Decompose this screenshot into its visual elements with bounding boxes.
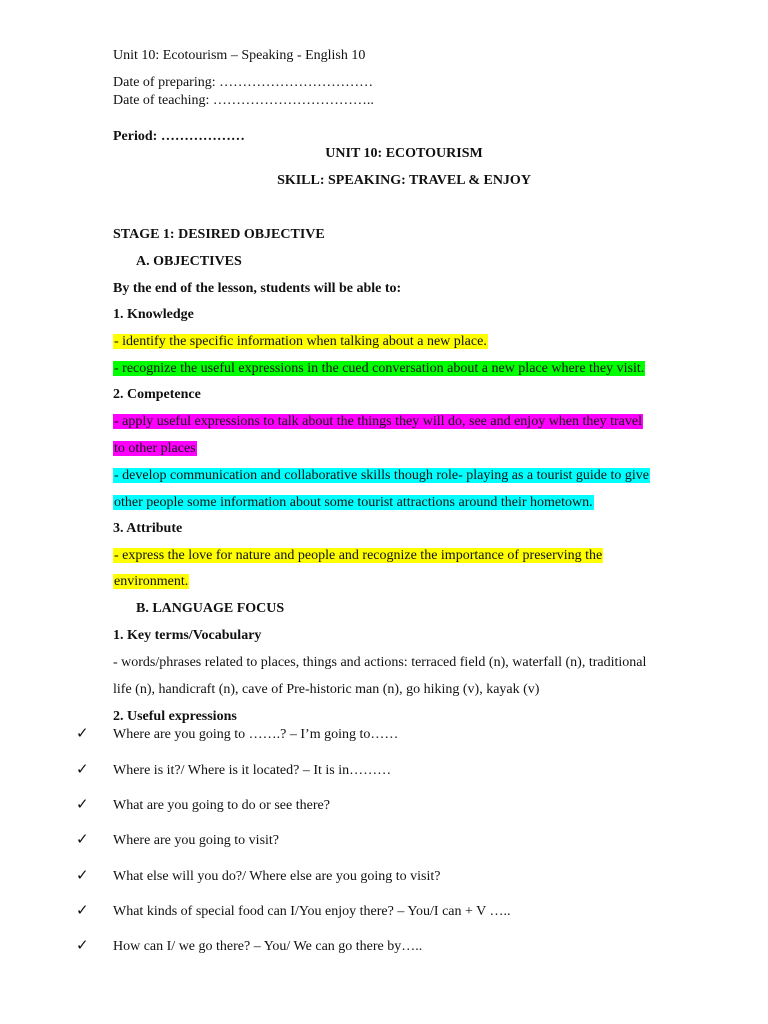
check-icon: ✓ (76, 936, 89, 954)
expression-item: Where is it?/ Where is it located? – It is in……… (113, 763, 392, 778)
date-preparing: Date of preparing: …………………………… (113, 75, 374, 90)
expression-item: Where are you going to …….? – I’m going to…… (113, 727, 399, 742)
date-teaching: Date of teaching: …………………………….. (113, 93, 374, 108)
highlight-green: - recognize the useful expressions in the cued conversation about a new place where they visit. (114, 361, 645, 376)
period-line: Period: ……………… (113, 129, 245, 144)
competence-item-2b (113, 494, 594, 512)
competence-item-2a (113, 467, 650, 485)
competence-item-1b (113, 440, 197, 458)
highlight-yellow: environment. (114, 574, 189, 589)
highlight-yellow: - identify the specific information when talking about a new place. (114, 334, 487, 349)
unit-title: UNIT 10: ECOTOURISM (325, 146, 483, 161)
highlight-cyan: other people some information about some tourist attractions around their hometown. (114, 495, 593, 510)
check-icon: ✓ (76, 830, 89, 848)
knowledge-item-1 (113, 333, 488, 351)
knowledge-item-2 (113, 360, 645, 378)
vocab-line-2: life (n), handicraft (n), cave of Pre-historic man (n), go hiking (v), kayak (v) (113, 682, 540, 697)
highlight-yellow: - express the love for nature and people and recognize the importance of preserving the (114, 548, 603, 563)
check-icon: ✓ (76, 724, 89, 742)
knowledge-heading: 1. Knowledge (113, 307, 194, 322)
check-icon: ✓ (76, 901, 89, 919)
attribute-heading: 3. Attribute (113, 521, 183, 536)
competence-heading: 2. Competence (113, 387, 201, 402)
highlight-magenta: - apply useful expressions to talk about the things they will do, see and enjoy when they travel (114, 414, 642, 429)
attribute-item-1a (113, 547, 603, 565)
attribute-item-1b (113, 573, 189, 591)
vocab-heading: 1. Key terms/Vocabulary (113, 628, 262, 643)
stage1-heading: STAGE 1: DESIRED OBJECTIVE (113, 227, 325, 242)
section-a-heading: A. OBJECTIVES (136, 254, 242, 269)
check-icon: ✓ (76, 795, 89, 813)
objectives-intro: By the end of the lesson, students will be able to: (113, 281, 402, 296)
expression-item: How can I/ we go there? – You/ We can go there by….. (113, 939, 423, 954)
expression-item: Where are you going to visit? (113, 833, 280, 848)
check-icon: ✓ (76, 760, 89, 778)
expressions-heading: 2. Useful expressions (113, 709, 237, 724)
vocab-line-1: - words/phrases related to places, things and actions: terraced field (n), waterfall (n), traditional (113, 655, 647, 670)
section-b-heading: B. LANGUAGE FOCUS (136, 601, 285, 616)
expression-item: What are you going to do or see there? (113, 798, 330, 813)
expression-item: What kinds of special food can I/You enjoy there? – You/I can + V ….. (113, 904, 511, 919)
skill-title: SKILL: SPEAKING: TRAVEL & ENJOY (277, 173, 531, 188)
check-icon: ✓ (76, 866, 89, 884)
unit-line: Unit 10: Ecotourism – Speaking - English 10 (113, 48, 366, 63)
highlight-magenta: to other places (114, 441, 196, 456)
highlight-cyan: - develop communication and collaborative skills though role- playing as a tourist guide to give (114, 468, 649, 483)
expression-item: What else will you do?/ Where else are you going to visit? (113, 869, 441, 884)
competence-item-1a (113, 413, 643, 431)
